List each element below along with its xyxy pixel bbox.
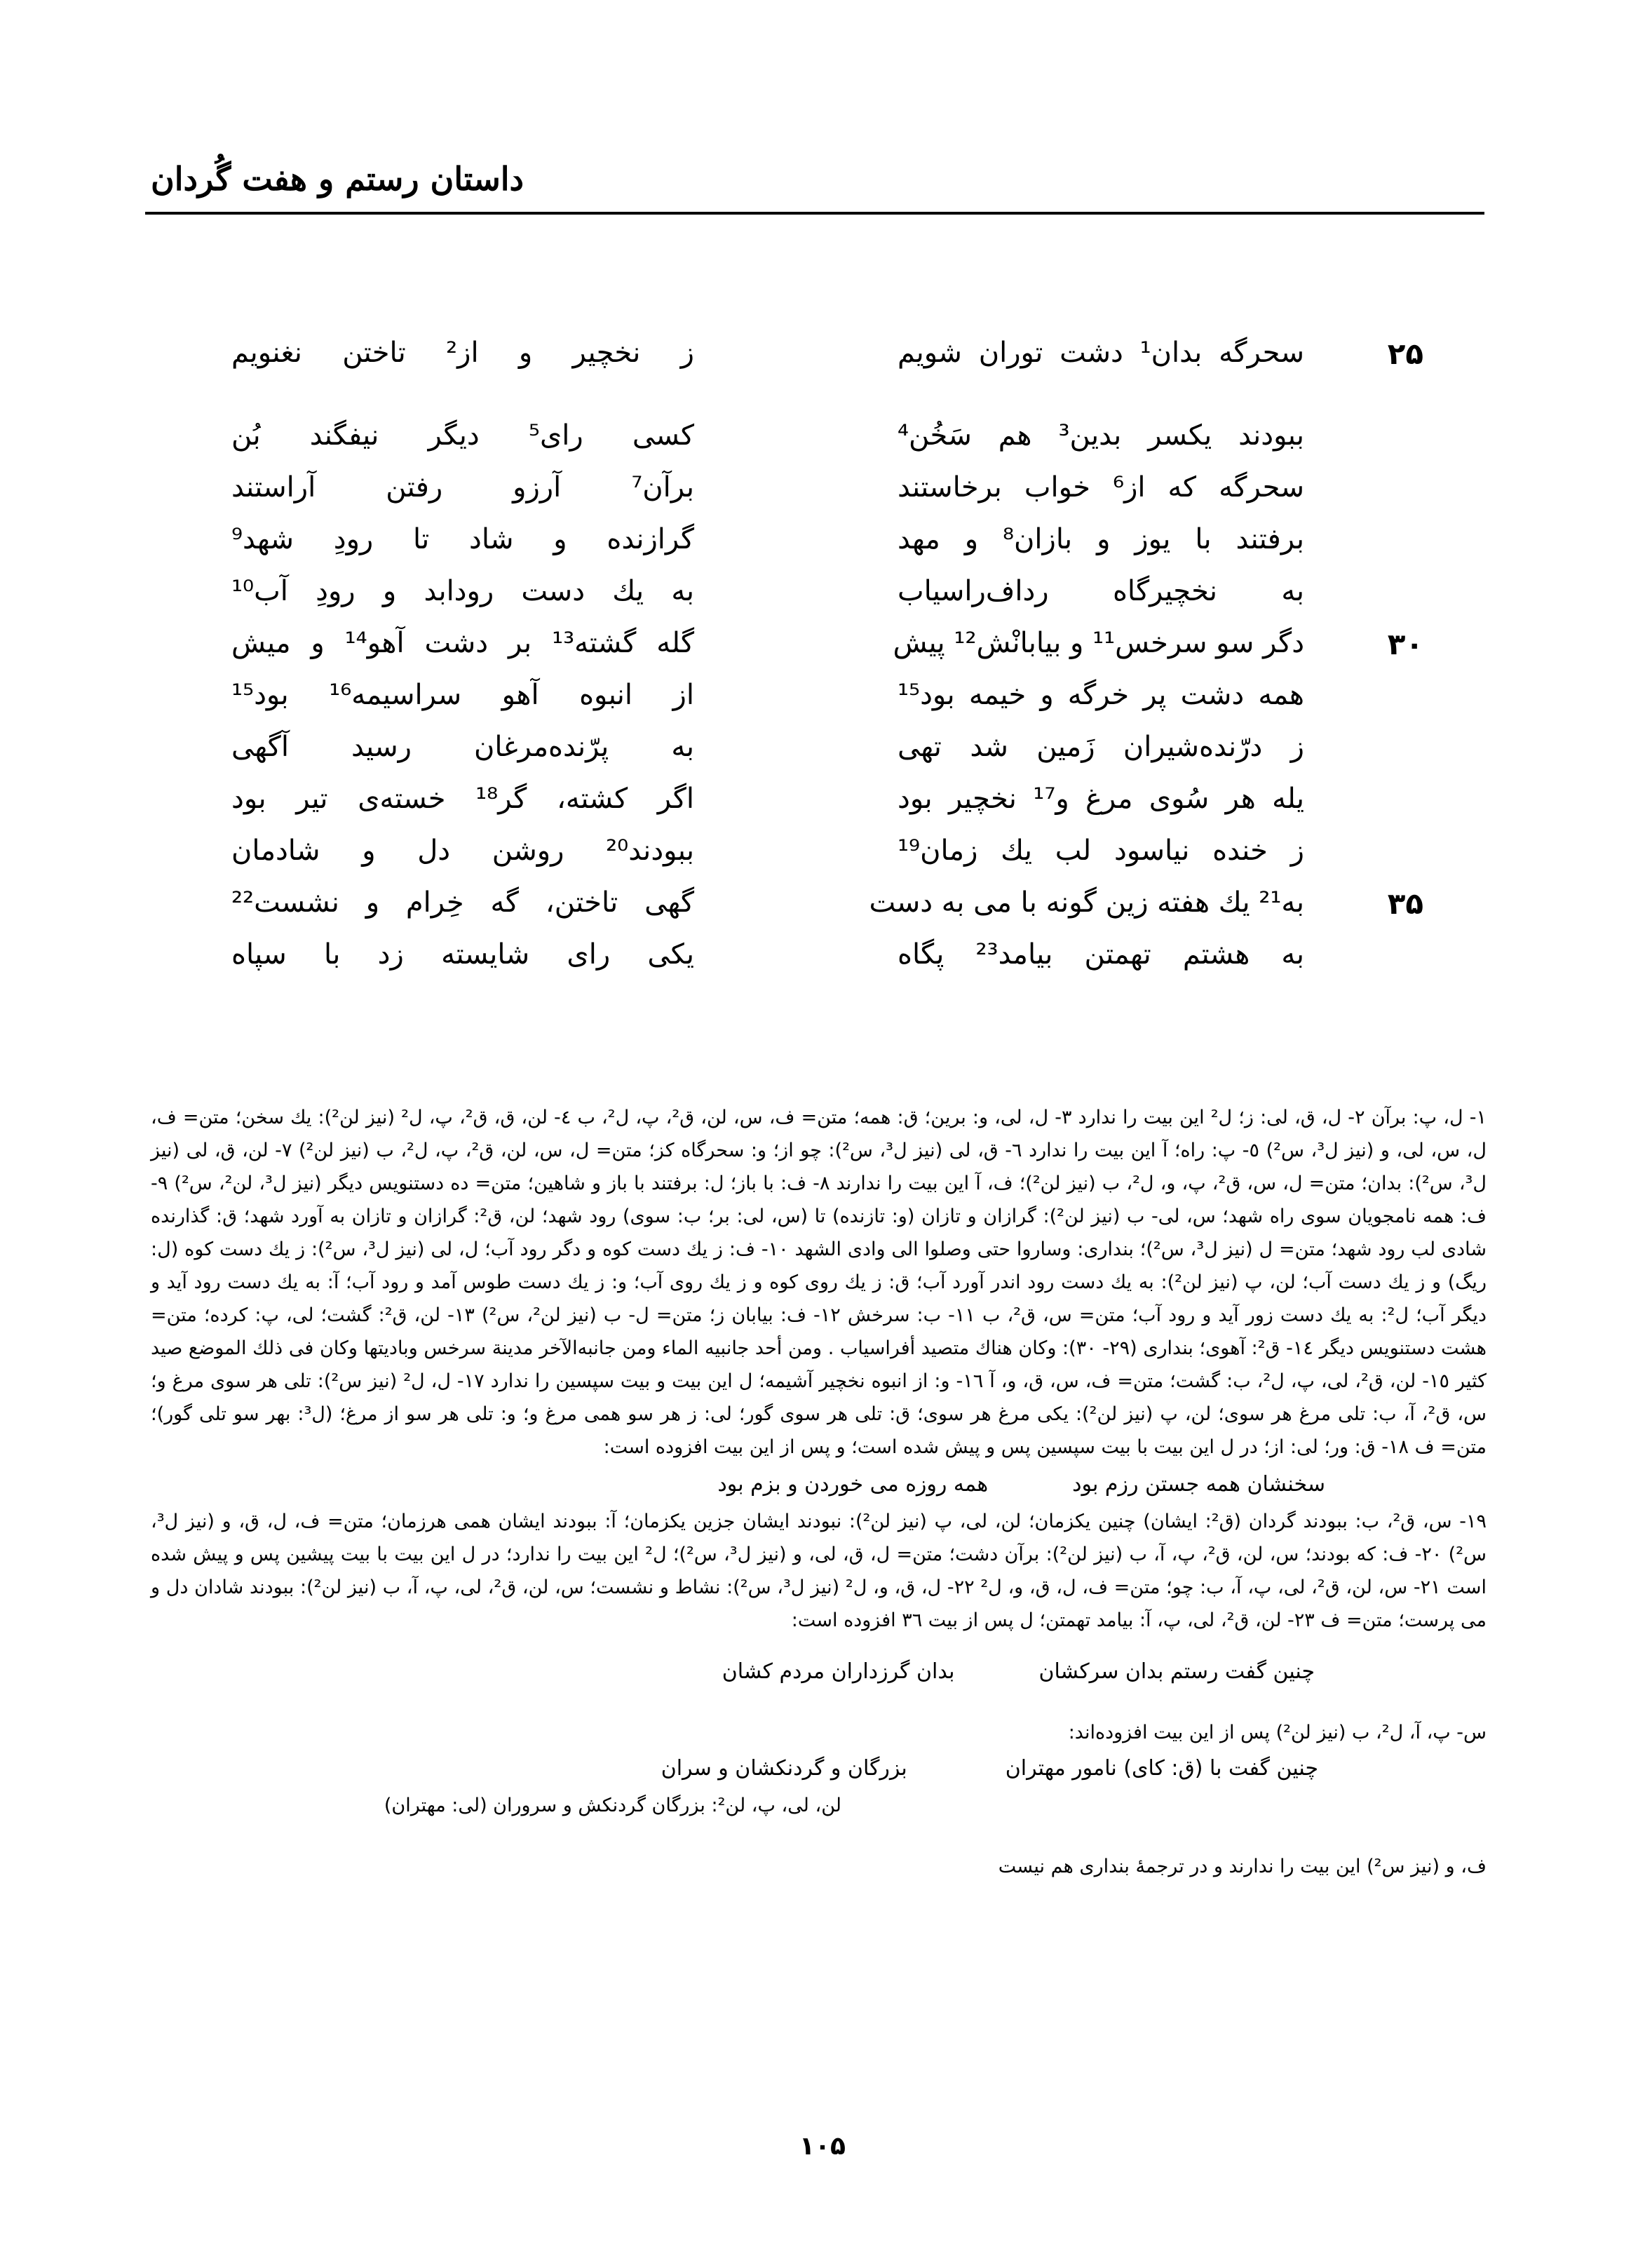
footnote-variant: لن، لی، پ، لن²: بزرگان گردنکش و سروران (لی: مهتران) — [384, 1795, 841, 1816]
inserted-verse — [151, 1655, 1487, 1688]
bayt — [231, 679, 1423, 731]
hemistich-second: ز نخچیر و از² تاختن نغنویم — [231, 337, 694, 369]
bayt-35 — [231, 886, 1423, 938]
hemistich-second: همه روزه می خوردن و بزم بود — [717, 1472, 989, 1497]
bayt — [231, 419, 1423, 471]
hemistich-first: به²¹ یك هفته زین گونه با می به دست — [869, 886, 1304, 919]
critical-apparatus — [151, 1101, 1487, 1883]
bayt — [231, 835, 1423, 886]
bayt — [231, 731, 1423, 783]
verse-number: ۲۵ — [1387, 337, 1423, 371]
hemistich-first: سخنشان همه جستن رزم بود — [1072, 1472, 1325, 1497]
footnotes-paragraph-2: ١٩- س، ق²، ب: ببودند گردان (ق²: ایشان) چنین یکزمان؛ لن، لی، پ (نیز لن²): نبودند ایشان جزین یکزمان؛ آ: ببودند ایشان همی هرزمان؛ متن= ف، ل، ق، و (نیز ل³، س²) ٢٠- ف: که بودند؛ س، لن، ق²، پ، آ، ب (نیز لن²): برآن دشت؛ متن= ل، ق، لی، و (نیز ل³، س²)؛ ل² این بیت را ندارد؛ در ل این بیت با بیت پیشین پس و پیش شده است ٢١- س، لن، ق²، لی، پ، آ، ب: چو؛ متن= ف، ل، ق، و، ل² ٢٢- ل، ق، و، ل² (نیز ل³، س²): نشاط و نشست؛ س، لن، ق²، لی، پ، آ، ب (نیز لن²): ببودند شادان دل و می پرست؛ متن= ف ٢٣- لن، ق²، لی، پ، آ: بیامد تهمتن؛ ل پس از بیت ٣٦ افزوده است: — [151, 1511, 1487, 1631]
hemistich-second: به یك دست رودابد و رودِ آب¹⁰ — [231, 575, 694, 607]
hemistich-first: چنین گفت رستم بدان سرکشان — [1038, 1659, 1315, 1684]
hemistich-second: برآن⁷ آرزو رفتن آراستند — [231, 471, 694, 504]
hemistich-second: ببودند²⁰ روشن دل و شادمان — [231, 835, 694, 867]
hemistich-second: گرازنده و شاد تا رودِ شهد⁹ — [231, 523, 694, 555]
header-rule — [145, 212, 1484, 215]
hemistich-first: سحرگه که از⁶ خواب برخاستند — [898, 471, 1304, 504]
hemistich-first: چنین گفت با (ق: کای) نامور مهتران — [1005, 1756, 1318, 1781]
verse-number: ۳۵ — [1387, 886, 1423, 921]
page-number: ١٠۵ — [799, 2132, 846, 2161]
bayt — [231, 783, 1423, 835]
hemistich-first: به هشتم تهمتن بیامد²³ پگاه — [898, 938, 1304, 971]
verse-number: ۳۰ — [1387, 627, 1423, 661]
hemistich-second: یکی رای شایسته زد با سپاه — [231, 938, 694, 971]
hemistich-first: ز خنده نیاسود لب یك زمان¹⁹ — [898, 835, 1304, 867]
hemistich-second: از انبوه آهو سراسیمه¹⁶ بود¹⁵ — [231, 679, 694, 711]
hemistich-second: کسی رای⁵ دیگر نیفگند بُن — [231, 419, 694, 452]
running-title: داستان رستم و هفت گُردان — [151, 160, 524, 198]
hemistich-second: گهی تاختن، گه خِرام و نشست²² — [231, 886, 694, 919]
hemistich-second: بزرگان و گردنکشان و سران — [661, 1756, 907, 1781]
footnotes-paragraph-1: ١- ل، پ: برآن ٢- ل، ق، لی: ز؛ ل² این بیت را ندارد ٣- ل، لی، و: برین؛ ق: همه؛ متن= ف، س، لن، ق²، پ، ل²، ب ٤- لن، ق، ق²، پ، ل² (نیز لن²): یك سخن؛ متن= ف، ل، س، لی، و (نیز ل³، س²) ٥- پ: راه؛ آ این بیت را ندارد ٦- ق، لی (نیز ل³، س²): چو از؛ و: سحرگاه کز؛ متن= ل، س، لن، ق²، پ، ل²، ب (نیز لن²) ٧- لن، ق، لی (نیز ل³، س²): بدان؛ متن= ل، س، ق²، پ، و، ل²، ب (نیز لن²)؛ ف، آ این بیت را ندارند ٨- ف: با باز؛ ل: برفتند با باز و شاهین؛ متن= ده دستنویس دیگر (نیز ل³، لن²، س²) ٩- ف: همه نامجویان سوی راه شهد؛ س، لی- ب (نیز لن²): گرازان و تازان (و: تازنده) تا (س، لی: بر؛ ب: سوی) رود شهد؛ لن، ق²: گرازان و تازان به آورد شهد؛ ق: گذارنده شادی لب رود شهد؛ متن= ل (نیز ل³، س²)؛ بنداری: وساروا حتی وصلوا الی وادی الشهد ١٠- ف: ز یك دست کوه و دگر رود آب؛ ل، لی (نیز ل³، س²): ز یك دست کوه (ل: ریگ) و ز یك دست آب؛ لن، پ (نیز لن²): به یك دست رود اندر آورد آب؛ ق: ز یك روی کوه و ز یك روی آب؛ و: ز یك دست طوس آمد و رود آب؛ آ: به یك دست رود آید و دیگر آب؛ ل²: به یك دست زور آید و رود آب؛ متن= س، ق²، ب ١١- ب: سرخش ١٢- ف: بیابان ز؛ متن= ل- ب (نیز لن²، س²) ١٣- لن، ق²: گشت؛ لی، پ: کرده؛ متن= هشت دستنویس دیگر ١٤- ق²: آهوی؛ بنداری (٢٩- ٣٠): وکان هناك متصید أفراسیاب . ومن أحد جانبیه الماء ومن جانبه‌الآخر مدینة سرخس وبادیتها وکان فی ذلك الموضع صید کثیر ١٥- لن، ق²، لی، پ، ل²، ب: گشت؛ متن= ف، س، ق، و، آ ١٦- و: از انبوه نخچیر آشیمه؛ ل این بیت و بیت سپسین را ندارد ١٧- ل، ل² (نیز س²): تلی هر سوی مرغ و؛ س، ق²، آ، ب: تلی مرغ هر سوی؛ لن، پ (نیز لن²): یکی مرغ هر سوی؛ ق: تلی هر سوی گور؛ لی: ز هر سو همی مرغ و؛ و: تلی هر سو از مرغ؛ (ل³: بهر سو تلی گور)؛ متن= ف ١٨- ق: ور؛ لی: از؛ در ل این بیت با بیت سپسین پس و پیش شده است؛ و پس از این بیت افزوده است: — [151, 1107, 1487, 1458]
bayt — [231, 471, 1423, 523]
hemistich-first: به نخچیرگاه رداف‌راسیاب — [898, 575, 1304, 607]
hemistich-second: اگر کشته، گر¹⁸ خسته‌ی تیر بود — [231, 783, 695, 815]
bayt — [231, 523, 1423, 575]
inserted-verse — [151, 1468, 1487, 1501]
inserted-verse — [151, 1752, 1487, 1785]
hemistich-first: یله هر سُوی مرغ و¹⁷ نخچیر بود — [898, 783, 1305, 815]
hemistich-first: دگر سو سرخس¹¹ و بیابانْش¹² پیش — [893, 627, 1304, 659]
hemistich-first: همه دشت پر خرگه و خیمه بود¹⁵ — [898, 679, 1304, 711]
bayt-30 — [231, 627, 1423, 679]
footnote-omission: ف، و (نیز س²) این بیت را ندارند و در ترجمهٔ بنداری هم نیست — [998, 1856, 1487, 1877]
hemistich-second: گله گشته¹³ بر دشت آهو¹⁴ و میش — [231, 627, 695, 659]
poem-body — [231, 337, 1423, 990]
hemistich-first: برفتند با یوز و بازان⁸ و مهد — [898, 523, 1305, 555]
hemistich-second: به پرّنده‌مرغان رسید آگهی — [231, 731, 694, 763]
hemistich-first: ببودند یکسر بدین³ هم سَخُن⁴ — [898, 419, 1304, 452]
hemistich-second: بدان گرزداران مردم کشان — [722, 1659, 955, 1684]
footnote-intro: س- پ، آ، ل²، ب (نیز لن²) پس از این بیت افزوده‌اند: — [1068, 1722, 1487, 1743]
bayt — [231, 938, 1423, 990]
hemistich-first: ز درّنده‌شیران زَمین شد تهی — [898, 731, 1304, 763]
bayt-25 — [231, 337, 1423, 389]
hemistich-first: سحرگه بدان¹ دشت توران شویم — [898, 337, 1304, 369]
bayt — [231, 575, 1423, 627]
